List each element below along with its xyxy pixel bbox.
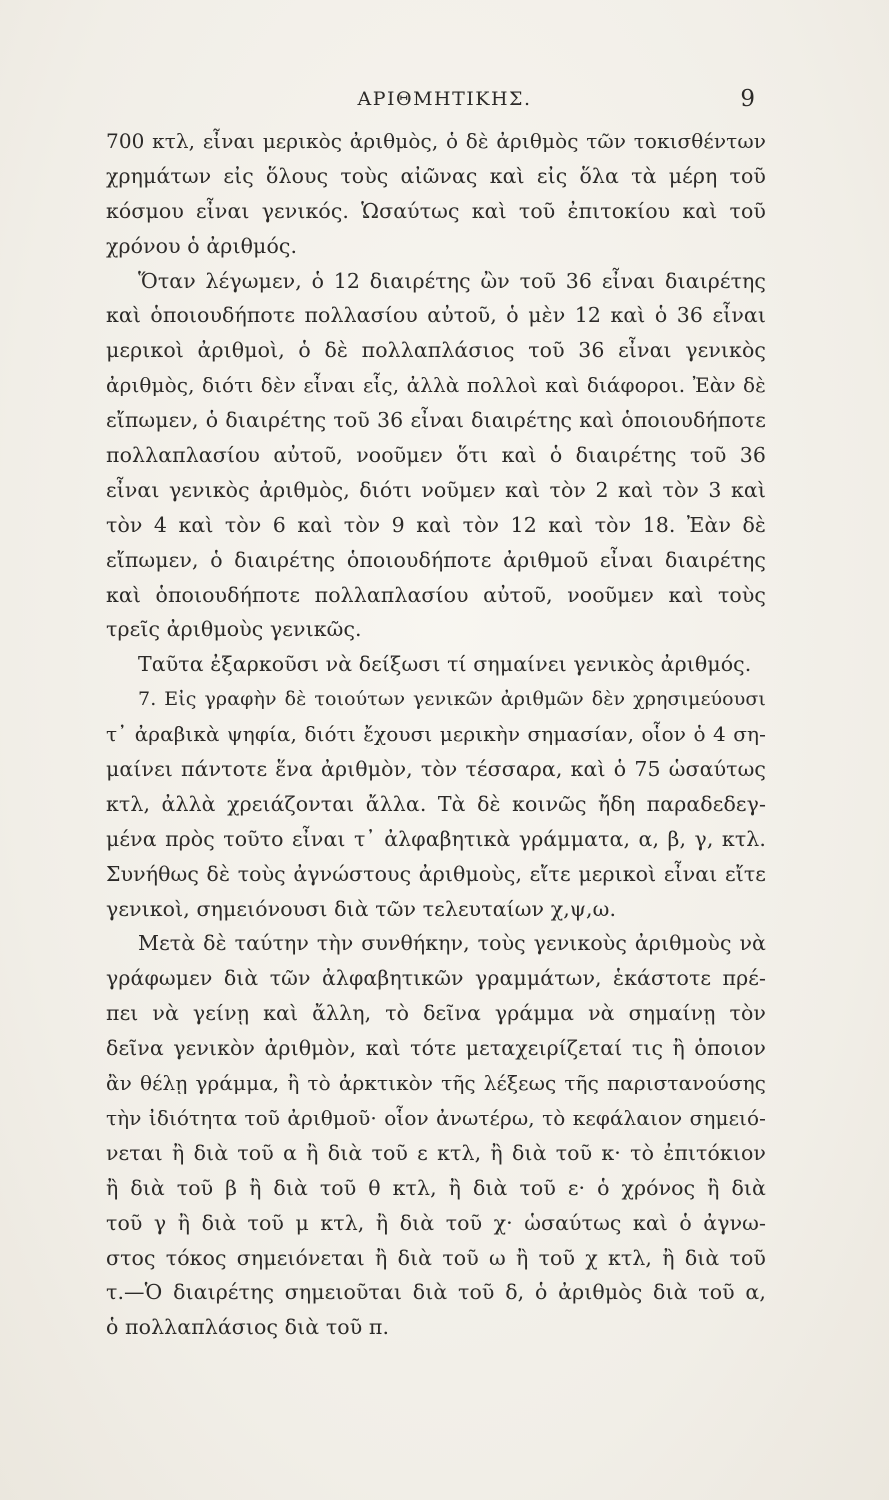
text-line: στος τόκος σημειόνεται ἢ διὰ τοῦ ω ἢ τοῦ χ κτλ, ἢ διὰ τοῦ bbox=[106, 1245, 766, 1270]
text-line: τὴν ἰδιότητα τοῦ ἀριθμοῦ· οἷον ἀνωτέρω, τὸ κεφάλαιον σημειό- bbox=[106, 1105, 766, 1130]
text-line: εἴπωμεν, ὁ διαιρέτης ὁποιουδήποτε ἀριθμοῦ εἶναι διαιρέτης bbox=[106, 547, 766, 572]
text-line: τρεῖς ἀριθμοὺς γενικῶς. bbox=[106, 617, 362, 642]
text-line: ἂν θέλῃ γράμμα, ἢ τὸ ἀρκτικὸν τῆς λέξεως τῆς παριστανούσης bbox=[106, 1071, 766, 1096]
text-line: κτλ, ἀλλὰ χρειάζονται ἄλλα. Τὰ δὲ κοινῶς ἤδη παραδεδεγ- bbox=[106, 791, 766, 816]
text-line: μαίνει πάντοτε ἕνα ἀριθμὸν, τὸν τέσσαρα, καὶ ὁ 75 ὡσαύτως bbox=[106, 757, 766, 782]
running-title: ΑΡΙΘΜΗΤΙΚΗΣ. bbox=[357, 88, 532, 110]
text-line: χρημάτων εἰς ὅλους τοὺς αἰῶνας καὶ εἰς ὅλα τὰ μέρη τοῦ bbox=[106, 163, 766, 188]
text-line: εἶναι γενικὸς ἀριθμὸς, διότι νοῦμεν καὶ τὸν 2 καὶ τὸν 3 καὶ bbox=[106, 477, 766, 502]
text-line: πολλαπλασίου αὐτοῦ, νοοῦμεν ὅτι καὶ ὁ διαιρέτης τοῦ 36 bbox=[106, 443, 766, 468]
text-line: δεῖνα γενικὸν ἀριθμὸν, καὶ τότε μεταχειρίζεταί τις ἢ ὁποιον bbox=[106, 1036, 766, 1061]
text-line: γενικοὶ, σημειόνουσι διὰ τῶν τελευταίων χ,ψ,ω. bbox=[106, 896, 617, 921]
running-header bbox=[0, 84, 889, 114]
text-line: τ.—Ὁ διαιρέτης σημειοῦται διὰ τοῦ δ, ὁ ἀριθμὸς διὰ τοῦ α, bbox=[106, 1280, 766, 1305]
text-line: πει νὰ γείνῃ καὶ ἄλλη, τὸ δεῖνα γράμμα νὰ σημαίνῃ τὸν bbox=[106, 1001, 766, 1026]
text-line: Μετὰ δὲ ταύτην τὴν συνθήκην, τοὺς γενικοὺς ἀριθμοὺς νὰ bbox=[138, 931, 766, 956]
text-line: τὸν 4 καὶ τὸν 6 καὶ τὸν 9 καὶ τὸν 12 καὶ τὸν 18. Ἐὰν δὲ bbox=[106, 512, 766, 537]
text-line: νεται ἢ διὰ τοῦ α ἢ διὰ τοῦ ε κτλ, ἢ διὰ τοῦ κ· τὸ ἐπιτόκιον bbox=[106, 1140, 766, 1165]
text-line: τοῦ γ ἢ διὰ τοῦ μ κτλ, ἢ διὰ τοῦ χ· ὡσαύτως καὶ ὁ ἀγνω- bbox=[106, 1210, 766, 1235]
text-line: μένα πρὸς τοῦτο εἶναι τ᾽ ἀλφαβητικὰ γράμματα, α, β, γ, κτλ. bbox=[106, 826, 766, 851]
text-line: 700 κτλ, εἶναι μερικὸς ἀριθμὸς, ὁ δὲ ἀριθμὸς τῶν τοκισθέντων bbox=[106, 129, 766, 153]
text-line: καὶ ὁποιουδήποτε πολλαπλασίου αὐτοῦ, νοοῦμεν καὶ τοὺς bbox=[106, 582, 766, 607]
text-line: ὁ πολλαπλάσιος διὰ τοῦ π. bbox=[106, 1315, 390, 1340]
text-line: ἢ διὰ τοῦ β ἢ διὰ τοῦ θ κτλ, ἢ διὰ τοῦ ε· ὁ χρόνος ἢ διὰ bbox=[106, 1175, 766, 1200]
body-text bbox=[106, 124, 766, 1345]
text-line: κόσμου εἶναι γενικός. Ὡσαύτως καὶ τοῦ ἐπιτοκίου καὶ τοῦ bbox=[106, 198, 766, 223]
text-line: καὶ ὁποιουδήποτε πολλασίου αὐτοῦ, ὁ μὲν 12 καὶ ὁ 36 εἶναι bbox=[106, 303, 766, 328]
text-line: 7. Εἰς γραφὴν δὲ τοιούτων γενικῶν ἀριθμῶν δὲν χρησιμεύουσι bbox=[138, 688, 766, 711]
page-number: 9 bbox=[740, 86, 755, 112]
text-line: Ταῦτα ἐξαρκοῦσι νὰ δείξωσι τί σημαίνει γενικὸς ἀριθμός. bbox=[138, 652, 752, 677]
text-line: χρόνου ὁ ἀριθμός. bbox=[106, 233, 298, 258]
text-line: ἀριθμὸς, διότι δὲν εἶναι εἷς, ἀλλὰ πολλοὶ καὶ διάφοροι. Ἐὰν δὲ bbox=[106, 373, 766, 398]
text-line: τ᾽ ἀραβικὰ ψηφία, διότι ἔχουσι μερικὴν σημασίαν, οἷον ὁ 4 ση- bbox=[106, 722, 766, 747]
text-line: γράφωμεν διὰ τῶν ἀλφαβητικῶν γραμμάτων, ἑκάστοτε πρέ- bbox=[106, 966, 766, 991]
text-line: Συνήθως δὲ τοὺς ἀγνώστους ἀριθμοὺς, εἴτε μερικοὶ εἶναι εἴτε bbox=[106, 861, 766, 886]
text-line: εἴπωμεν, ὁ διαιρέτης τοῦ 36 εἶναι διαιρέτης καὶ ὁποιουδήποτε bbox=[106, 408, 766, 433]
text-line: Ὅταν λέγωμεν, ὁ 12 διαιρέτης ὢν τοῦ 36 εἶναι διαιρέτης bbox=[138, 268, 766, 293]
text-line: μερικοὶ ἀριθμοὶ, ὁ δὲ πολλαπλάσιος τοῦ 36 εἶναι γενικὸς bbox=[106, 338, 766, 363]
